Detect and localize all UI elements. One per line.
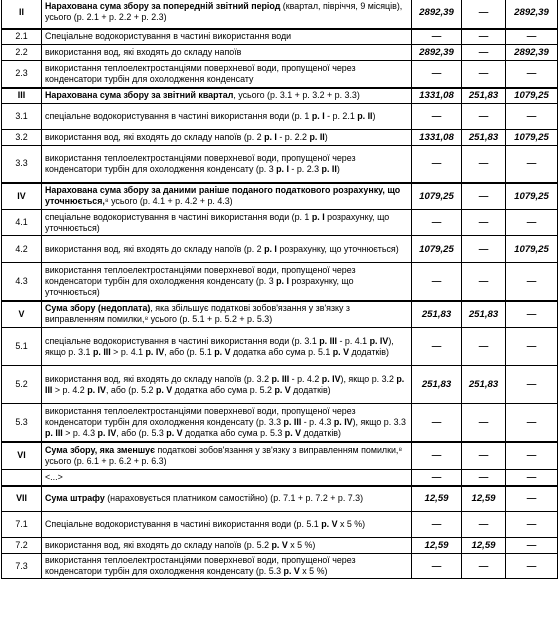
description-part: - р. 4.2 — [289, 373, 322, 384]
description-part: , яка збільшує податкові зобов'язання у зв'язку з виправленням помилки, — [45, 303, 350, 325]
description-part: , або (р. 5.2 — [105, 384, 156, 395]
value-cell-1: — — [412, 512, 462, 538]
row-number: 7.1 — [2, 512, 42, 538]
description-part: спеціальне водокористування в частині використання води (р. 3.1 — [45, 335, 320, 346]
description-part: р. I — [311, 111, 325, 121]
row-number: 4.2 — [2, 236, 42, 263]
description-part: використання вод, які входять до складу напоїв (р. 2 — [45, 243, 265, 254]
table-row — [2, 442, 558, 470]
description-part: р. IV — [333, 416, 353, 427]
value-cell-2: — — [462, 263, 506, 301]
description-part: р. V — [284, 427, 302, 438]
description-part: додатка або сума р. 5.3 — [182, 427, 285, 438]
row-number: II — [2, 0, 42, 29]
table-row — [2, 554, 558, 579]
row-description — [42, 512, 412, 538]
description-part: використання вод, які входять до складу напоїв (р. 3.2 — [45, 373, 272, 384]
row-description — [42, 328, 412, 366]
row-description — [42, 538, 412, 554]
description-part: ), якщо р. 3.1 — [45, 335, 394, 357]
value-cell-3: 1079,25 — [506, 130, 558, 146]
row-description — [42, 104, 412, 130]
description-part: використання теплоелектростанціями поверхневої води, пропущеної через конденсатори турбін для охолодження конденсату (р. 3 — [45, 264, 356, 286]
value-cell-1: — — [412, 404, 462, 442]
description-part: розрахунку, що уточнюється) — [45, 275, 354, 297]
value-cell-1: 251,83 — [412, 366, 462, 404]
row-number: 3.1 — [2, 104, 42, 130]
row-description — [42, 146, 412, 183]
value-cell-1: — — [412, 29, 462, 45]
description-part: Нарахована сума збору за попередній звітний період — [45, 1, 281, 12]
table-row — [2, 328, 558, 366]
description-part: р. V — [166, 427, 183, 438]
description-part: спеціальне водокористування в частині використання води (р. 1 — [45, 111, 312, 121]
value-cell-2: — — [462, 328, 506, 366]
value-cell-2: — — [462, 404, 506, 442]
value-cell-2: — — [462, 61, 506, 88]
value-cell-1: 1331,08 — [412, 88, 462, 104]
description-part: (нараховується платником самостійно) (р. 7.1 + р. 7.2 + р. 7.3) — [104, 493, 364, 504]
value-cell-2: — — [462, 554, 506, 579]
description-part: ) — [336, 163, 340, 174]
description-part: ), якщо р. 3.2 — [340, 373, 397, 384]
description-part: Спеціальне водокористування в частині використання води — [45, 31, 292, 42]
value-cell-3: — — [506, 263, 558, 301]
value-cell-1: 1331,08 — [412, 130, 462, 146]
row-number: 7.2 — [2, 538, 42, 554]
table-row — [2, 88, 558, 104]
table-row — [2, 512, 558, 538]
value-cell-1: 1079,25 — [412, 183, 462, 210]
table-row — [2, 130, 558, 146]
value-cell-1: 1079,25 — [412, 236, 462, 263]
value-cell-3: — — [506, 61, 558, 88]
row-number: 5.2 — [2, 366, 42, 404]
row-description — [42, 301, 412, 328]
value-cell-2: 251,83 — [462, 130, 506, 146]
row-description — [42, 236, 412, 263]
value-cell-2: — — [462, 104, 506, 130]
description-part: використання теплоелектростанціями поверхневої води, пропущеної через конденсатори турбін для охолодження конденсату (р. 3 — [45, 152, 356, 174]
description-part: спеціальне водокористування в частині використання води (р. 1 — [45, 211, 312, 222]
table-body — [2, 0, 558, 579]
description-part: х 5 %) — [299, 566, 328, 576]
value-cell-2: — — [462, 0, 506, 29]
table-row — [2, 29, 558, 45]
description-part: додатків) — [349, 346, 389, 357]
row-description — [42, 0, 412, 29]
description-part: використання теплоелектростанціями поверхневої води, пропущеної через конденсатори турбін для охолодження конденсату — [45, 62, 356, 84]
value-cell-3: 1079,25 — [506, 236, 558, 263]
description-part: х 5 %) — [337, 519, 366, 529]
description-part: , або (р. 5.1 — [164, 346, 215, 357]
description-part: х 5 %) — [287, 540, 316, 550]
description-part: використання теплоелектростанціями поверхневої води, пропущеної через конденсатори турбін для охолодження конденсату (р. 5.3 — [45, 555, 356, 576]
description-part: р. II — [309, 132, 325, 142]
row-description — [42, 45, 412, 61]
description-part: р. I — [311, 211, 325, 222]
value-cell-3: — — [506, 486, 558, 512]
value-cell-3: 2892,39 — [506, 0, 558, 29]
description-part: р. IV — [321, 373, 341, 384]
row-description — [42, 61, 412, 88]
description-part: Сума збору, яка зменшує — [45, 444, 155, 455]
table-row — [2, 146, 558, 183]
row-number: 4.1 — [2, 210, 42, 236]
value-cell-2: 251,83 — [462, 366, 506, 404]
description-part: ), якщо р. 3.3 — [352, 416, 406, 427]
description-part: р. III — [45, 427, 63, 438]
table-row — [2, 0, 558, 29]
row-description — [42, 29, 412, 45]
table-row — [2, 183, 558, 210]
description-part: р. V — [321, 519, 338, 529]
value-cell-2: 12,59 — [462, 486, 506, 512]
description-part: р. IV — [87, 384, 106, 395]
description-part: , усього (р. 3.1 + р. 3.2 + р. 3.3) — [233, 90, 360, 101]
description-part: - р. 2.1 — [324, 111, 358, 121]
description-part: додатка або сума р. 5.1 — [230, 346, 333, 357]
description-part: Сума штрафу — [45, 493, 105, 504]
value-cell-1: — — [412, 263, 462, 301]
table-row — [2, 104, 558, 130]
description-part: р. V — [271, 540, 288, 550]
row-description — [42, 130, 412, 146]
description-part: ) — [372, 111, 376, 121]
description-part: Сума збору (недоплата) — [45, 303, 151, 314]
value-cell-2: — — [462, 146, 506, 183]
value-cell-1: — — [412, 210, 462, 236]
value-cell-3: — — [506, 146, 558, 183]
description-part: р. IV — [369, 335, 389, 346]
description-part: Спеціальне водокористування в частині використання води (р. 5.1 — [45, 519, 322, 529]
description-part: додатка або сума р. 5.2 — [172, 384, 275, 395]
description-part: р. II — [357, 111, 373, 121]
value-cell-2: — — [462, 512, 506, 538]
row-description — [42, 366, 412, 404]
description-part: - р. 2.2 — [276, 132, 310, 142]
table-row — [2, 61, 558, 88]
row-description — [42, 183, 412, 210]
description-part: використання вод, які входять до складу напоїв (р. 2 — [45, 132, 265, 142]
value-cell-3: — — [506, 538, 558, 554]
row-number — [2, 470, 42, 486]
row-number: III — [2, 88, 42, 104]
row-number: 5.1 — [2, 328, 42, 366]
row-description — [42, 210, 412, 236]
table-row — [2, 486, 558, 512]
description-part: р. I — [264, 132, 277, 142]
description-part: - р. 2.3 — [288, 163, 322, 174]
description-part: розрахунку, що уточнюється) — [45, 211, 390, 233]
description-part: (квартал, півріччя, 9 місяців), усього (р. 2.1 + р. 2.2 + р. 2.3) — [45, 1, 403, 23]
row-description — [42, 88, 412, 104]
table-row — [2, 301, 558, 328]
description-part: усього (р. 4.1 + р. 4.2 + р. 4.3) — [108, 196, 233, 207]
value-cell-1: — — [412, 554, 462, 579]
value-cell-1: 2892,39 — [412, 0, 462, 29]
value-cell-2: — — [462, 236, 506, 263]
description-part: , або (р. 5.3 — [116, 427, 167, 438]
description-part: ) — [324, 132, 328, 142]
value-cell-3: — — [506, 29, 558, 45]
description-part: Нарахована сума збору за даними раніше поданого податкового розрахунку, що уточнюється, — [45, 185, 401, 207]
description-part: р. III — [92, 346, 111, 357]
value-cell-2: 251,83 — [462, 301, 506, 328]
value-cell-1: 12,59 — [412, 538, 462, 554]
row-number: 2.2 — [2, 45, 42, 61]
description-part: розрахунку, що уточнюється) — [276, 243, 399, 254]
row-description — [42, 486, 412, 512]
value-cell-1: — — [412, 442, 462, 470]
description-part: р. V — [155, 384, 173, 395]
description-part: р. III — [283, 416, 302, 427]
value-cell-2: — — [462, 29, 506, 45]
description-part: - р. 4.1 — [337, 335, 370, 346]
description-part: Нарахована сума збору за звітний квартал — [45, 90, 234, 101]
description-part: р. III — [271, 373, 290, 384]
description-part: р. V — [283, 566, 300, 576]
table-row — [2, 404, 558, 442]
table-row — [2, 366, 558, 404]
description-part: > р. 4.3 — [62, 427, 98, 438]
row-number: V — [2, 301, 42, 328]
value-cell-3: — — [506, 104, 558, 130]
row-description — [42, 263, 412, 301]
row-description — [42, 404, 412, 442]
description-part: податкові зобов'язання у зв'язку з виправленням помилки, — [154, 444, 399, 455]
row-number: 3.2 — [2, 130, 42, 146]
description-part: усього (р. 6.1 + р. 6.2 + р. 6.3) — [45, 455, 167, 466]
value-cell-3: 1079,25 — [506, 183, 558, 210]
row-number: 3.3 — [2, 146, 42, 183]
description-part: р. I — [276, 163, 289, 174]
value-cell-2: — — [462, 442, 506, 470]
value-cell-2: — — [462, 470, 506, 486]
description-part: використання теплоелектростанціями поверхневої води, пропущеної через конденсатори турбін для охолодження конденсату (р. 3.3 — [45, 405, 356, 427]
description-part: р. V — [274, 384, 291, 395]
value-cell-2: — — [462, 45, 506, 61]
description-part: - р. 4.3 — [301, 416, 334, 427]
description-part: усього (р. 5.1 + р. 5.2 + р. 5.3) — [148, 314, 273, 325]
value-cell-1: 2892,39 — [412, 45, 462, 61]
row-number: 4.3 — [2, 263, 42, 301]
value-cell-3: — — [506, 554, 558, 579]
description-part: р. I — [264, 243, 277, 254]
description-part: ⁸ — [104, 196, 109, 207]
value-cell-3: — — [506, 442, 558, 470]
value-cell-3: — — [506, 328, 558, 366]
description-part: р. IV — [145, 346, 165, 357]
description-part: р. V — [332, 346, 350, 357]
value-cell-3: — — [506, 404, 558, 442]
description-part: ⁸ — [144, 314, 149, 325]
description-part: р. III — [45, 373, 405, 395]
row-number: VII — [2, 486, 42, 512]
value-cell-2: 251,83 — [462, 88, 506, 104]
row-number: 7.3 — [2, 554, 42, 579]
description-part: р. V — [214, 346, 231, 357]
value-cell-2: — — [462, 183, 506, 210]
row-number: 5.3 — [2, 404, 42, 442]
description-part: р. III — [319, 335, 337, 346]
row-description — [42, 470, 412, 486]
row-number: VI — [2, 442, 42, 470]
value-cell-1: — — [412, 104, 462, 130]
table-row — [2, 470, 558, 486]
description-part: > р. 4.2 — [52, 384, 88, 395]
description-part: р. IV — [97, 427, 117, 438]
description-part: додатків) — [290, 384, 331, 395]
row-number: 2.1 — [2, 29, 42, 45]
value-cell-1: — — [412, 328, 462, 366]
table-row — [2, 263, 558, 301]
value-cell-2: — — [462, 210, 506, 236]
description-part: р. II — [321, 163, 337, 174]
tax-calculation-table — [1, 0, 558, 579]
value-cell-3: 1079,25 — [506, 88, 558, 104]
value-cell-3: — — [506, 366, 558, 404]
row-number: 2.3 — [2, 61, 42, 88]
description-part: <...> — [45, 471, 63, 482]
row-number: IV — [2, 183, 42, 210]
value-cell-1: — — [412, 61, 462, 88]
description-part: ⁸ — [398, 444, 403, 455]
value-cell-3: — — [506, 210, 558, 236]
description-part: використання вод, які входять до складу напоїв (р. 5.2 — [45, 540, 272, 550]
value-cell-3: — — [506, 470, 558, 486]
value-cell-2: 12,59 — [462, 538, 506, 554]
value-cell-3: — — [506, 301, 558, 328]
value-cell-1: 251,83 — [412, 301, 462, 328]
description-part: > р. 4.1 — [110, 346, 146, 357]
value-cell-1: 12,59 — [412, 486, 462, 512]
row-description — [42, 554, 412, 579]
value-cell-1: — — [412, 470, 462, 486]
description-part: р. I — [276, 275, 289, 286]
description-part: додатків) — [301, 427, 341, 438]
value-cell-3: 2892,39 — [506, 45, 558, 61]
table-row — [2, 538, 558, 554]
description-part: використання вод, які входять до складу напоїв — [45, 47, 242, 57]
value-cell-1: — — [412, 146, 462, 183]
table-row — [2, 236, 558, 263]
value-cell-3: — — [506, 512, 558, 538]
table-row — [2, 45, 558, 61]
table-row — [2, 210, 558, 236]
row-description — [42, 442, 412, 470]
